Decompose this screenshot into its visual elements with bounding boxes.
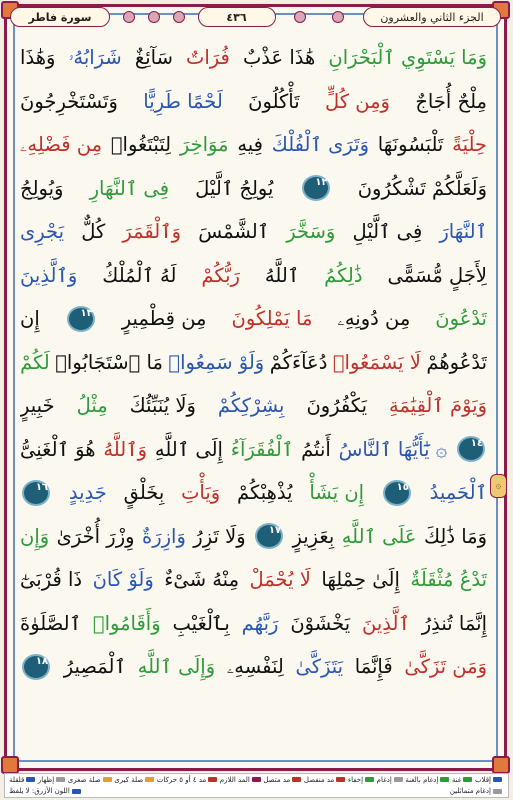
legend-swatch-icon [72, 789, 81, 794]
quran-word-group: يَجْرِى [20, 220, 65, 244]
legend-label: إدغام [376, 775, 392, 784]
quran-word-group: لَهُ ٱلْمُلْكُ [102, 263, 177, 287]
quran-word-group: وَٱللَّهُ [103, 437, 148, 461]
juz-label: الجزء الثاني والعشرون [363, 7, 501, 27]
ayah-number-marker: ١٤ [457, 436, 485, 462]
quran-word-group: إِن يَشَأْ [309, 481, 365, 505]
quran-word-group: تَدْعُ مُثْقَلَةٌ [410, 568, 487, 592]
quran-word-group: ٱللَّهُ [264, 263, 300, 287]
legend-swatch-icon [145, 777, 154, 782]
legend-swatch-icon [26, 777, 35, 782]
quran-word-group: شَرَابُهُۥ [68, 46, 122, 70]
legend-swatch-icon [440, 777, 449, 782]
header-ornaments [276, 11, 364, 23]
quran-word-group: وَتَرَى ٱلْفُلْكَ [271, 133, 369, 157]
quran-word-group: وَسَخَّرَ [286, 220, 336, 244]
quran-word-group: سَآئِغٌ [134, 46, 173, 70]
quran-word-group: جَدِيدٍ [68, 481, 107, 505]
quran-word-group: لِنَفْسِهِۦ [226, 655, 284, 679]
quran-line [20, 428, 487, 472]
quran-word-group: وَلَوْ سَمِعُوا۟ [168, 350, 265, 374]
legend-swatch-icon [336, 777, 345, 782]
quran-word-group: ٱلْفُقَرَآءُ [230, 437, 294, 461]
quran-word-group: دُعَآءَكُمْ [269, 350, 328, 374]
ayah-number-marker: ١٧ [255, 523, 283, 549]
quran-word-group: مِن دُونِهِۦ [337, 307, 411, 331]
quran-word-group: تَلْبَسُونَهَا [377, 133, 444, 157]
legend-swatch-icon [292, 777, 301, 782]
legend-entry [452, 776, 475, 784]
quran-word-group: وَمَن تَزَكَّىٰ [404, 655, 487, 679]
quran-line [20, 558, 487, 602]
legend-label: قلقلة [9, 775, 25, 784]
ayah-number-marker: ١٥ [383, 480, 411, 506]
quran-text-block [20, 36, 487, 736]
quran-word-group: مِلْحٌ أُجَاجٌ [415, 89, 487, 113]
quran-word-group: بِعَزِيزٍ [292, 524, 335, 548]
quran-word-group: مِن قِطْمِيرٍ [121, 307, 207, 331]
quran-word-group: رَبُّكُمْ [201, 263, 240, 287]
quran-word-group: هُوَ ٱلْغَنِىُّ [20, 437, 96, 461]
quran-line [20, 36, 487, 80]
legend-swatch-icon [493, 777, 502, 782]
ayah-number-marker: ١٣ [67, 306, 95, 332]
ayah-number-marker: ١٨ [22, 654, 50, 680]
surah-name-label: سورة فاطر [10, 7, 110, 27]
quran-line [20, 123, 487, 167]
quran-word-group: مِثْلُ [76, 394, 108, 418]
quran-word-group: وَأَقَامُوا۟ [92, 611, 161, 635]
quran-word-group: بِخَلْقٍ [123, 481, 165, 505]
quran-word-group: فَإِنَّمَا [354, 655, 393, 679]
legend-entry [68, 776, 114, 784]
legend-entry [9, 787, 83, 795]
quran-word-group: ذَٰلِكُمُ [324, 263, 363, 287]
quran-word-group: يُذْهِبْكُمْ [237, 481, 293, 505]
legend-entry [450, 787, 504, 795]
quran-word-group: ٱلْحَمِيدُ [429, 481, 487, 505]
quran-line [20, 515, 487, 559]
quran-word-group: تَدْعُوهُمْ [426, 350, 487, 374]
legend-swatch-icon [394, 777, 403, 782]
quran-line [20, 297, 487, 341]
quran-word-group: يُولِجُ ٱلَّيْلَ [195, 176, 274, 200]
quran-word-group: بِشِرْكِكُمْ [217, 394, 285, 418]
quran-word-group: لَحْمًا طَرِيًّا [143, 89, 223, 113]
quran-word-group: وَٱلَّذِينَ [20, 263, 78, 287]
quran-word-group: لِتَبْتَغُوا۟ [110, 133, 172, 157]
quran-word-group: ٱلصَّلَوٰةَ [20, 611, 82, 635]
quran-word-group: بِٱلْغَيْبِ [172, 611, 230, 635]
legend-entry [304, 776, 347, 784]
quran-word-group: فِى ٱلنَّهَارِ [89, 176, 170, 200]
rose-ornament-icon [294, 11, 306, 23]
quran-word-group: ۞ يَٰٓأَيُّهَا ٱلنَّاسُ [338, 437, 448, 461]
legend-entry [114, 776, 156, 784]
quran-word-group: ٱلَّذِينَ [362, 611, 410, 635]
quran-word-group: فِى ٱلَّيْلِ [352, 220, 423, 244]
quran-word-group: وَلَوْ كَانَ [92, 568, 154, 592]
quran-word-group: وَلَعَلَّكُمْ تَشْكُرُونَ [357, 176, 487, 200]
legend-label: غنة [451, 775, 462, 784]
legend-entry [475, 776, 504, 784]
quran-word-group: يَكْفُرُونَ [306, 394, 367, 418]
legend-label: المد اللازم [219, 775, 250, 784]
legend-entry [157, 776, 219, 784]
quran-word-group: ذَا قُرْبَىٰٓ [20, 568, 83, 592]
legend-entry [377, 776, 405, 784]
quran-word-group: فِيهِ [237, 133, 264, 157]
quran-word-group: وَيُولِجُ [20, 176, 64, 200]
legend-entry [348, 776, 376, 784]
quran-word-group: ٱلْمَصِيرُ [63, 655, 126, 679]
legend-label: إظهار [37, 775, 55, 784]
quran-word-group: لَا يُحْمَلْ [249, 568, 311, 592]
quran-word-group: يَتَزَكَّىٰ [295, 655, 344, 679]
quran-word-group: وَمَا ذَٰلِكَ [423, 524, 487, 548]
legend-label: صلة صغرى [67, 775, 101, 784]
quran-line [20, 471, 487, 515]
quran-word-group: رَبَّهُم [241, 611, 279, 635]
quran-word-group: وَيَأْتِ [181, 481, 221, 505]
quran-word-group: إِن [20, 307, 40, 331]
quran-word-group: لَكُمْ [20, 350, 50, 374]
quran-word-group: لَا يَسْمَعُوا۟ [332, 350, 421, 374]
legend-entry [263, 776, 303, 784]
quran-word-group: وَمَا يَسْتَوِي ٱلْبَحْرَانِ [328, 46, 487, 70]
corner-ornament-icon [492, 756, 510, 774]
rose-ornament-icon [148, 11, 160, 23]
quran-word-group: مَا يَمْلِكُونَ [231, 307, 313, 331]
ayah-number-marker: ١٦ [22, 480, 50, 506]
quran-line [20, 341, 487, 385]
quran-word-group: مِنْهُ شَىْءٌ [164, 568, 240, 592]
quran-word-group: وَهَٰذَا [20, 46, 56, 70]
legend-entry [405, 776, 451, 784]
quran-word-group: كُلٌّ [81, 220, 106, 244]
quran-word-group: وَلَا يُنَبِّئُكَ [129, 394, 196, 418]
quran-word-group: إِلَى ٱللَّهِ [154, 437, 223, 461]
legend-label: اللون الأزرق: لا يلفظ [9, 787, 70, 796]
tajweed-legend [4, 773, 509, 798]
quran-word-group: خَبِيرٍ [20, 394, 55, 418]
ayah-number-marker: ١٢ [302, 175, 330, 201]
quran-word-group: فُرَاتٌ [186, 46, 230, 70]
page-number: ٤٣٦ [198, 7, 276, 27]
quran-word-group: حِلْيَةً [452, 133, 487, 157]
legend-entry [38, 776, 67, 784]
rose-ornament-icon [123, 11, 135, 23]
corner-ornament-icon [1, 756, 19, 774]
legend-label: مد ٤ أو ٥ حركات [156, 775, 207, 784]
legend-label: صلة كبرى [114, 775, 144, 784]
legend-label: إدغام متماثلين [449, 787, 491, 796]
legend-label: إخفاء [347, 775, 364, 784]
quran-word-group: عَلَى ٱللَّهِ [341, 524, 417, 548]
quran-word-group: ٱلنَّهَارَ [439, 220, 487, 244]
quran-line [20, 210, 487, 254]
quran-line [20, 645, 487, 689]
quran-word-group: وَٱلْقَمَرَ [122, 220, 182, 244]
quran-word-group: مِن فَضْلِهِۦ [20, 133, 103, 157]
legend-swatch-icon [252, 777, 261, 782]
rose-ornament-icon [332, 11, 344, 23]
legend-swatch-icon [208, 777, 217, 782]
quran-word-group: وَازِرَةٌ [141, 524, 186, 548]
quran-word-group: لِأَجَلٍ مُّسَمًّى [387, 263, 487, 287]
legend-swatch-icon [493, 789, 502, 794]
quran-word-group: وَيَوْمَ ٱلْقِيَٰمَةِ [388, 394, 487, 418]
quran-line [20, 384, 487, 428]
quran-line [20, 602, 487, 646]
quran-line [20, 80, 487, 124]
legend-label: إدغام بالغنة [405, 775, 439, 784]
quran-word-group: أَنتُمُ [301, 437, 331, 461]
legend-label: مد متصل [263, 775, 291, 784]
quran-word-group: هَٰذَا عَذْبٌ [242, 46, 316, 70]
quran-word-group: مَا ٱسْتَجَابُوا۟ [55, 350, 163, 374]
legend-swatch-icon [365, 777, 374, 782]
header-ornaments [110, 11, 198, 23]
legend-entry [220, 776, 263, 784]
quran-line [20, 167, 487, 211]
quran-word-group: وَتَسْتَخْرِجُونَ [20, 89, 118, 113]
quran-word-group: وَلَا تَزِرُ [193, 524, 246, 548]
legend-label: مد منفصل [303, 775, 335, 784]
quran-word-group: وَمِن كُلٍّ [325, 89, 390, 113]
quran-word-group: وِزْرَ أُخْرَىٰ [56, 524, 135, 548]
quran-word-group: إِلَىٰ حِمْلِهَا [321, 568, 400, 592]
quran-word-group: وَإِلَى ٱللَّهِ [137, 655, 216, 679]
legend-label: إقلاب [474, 775, 491, 784]
legend-swatch-icon [103, 777, 112, 782]
page-header [10, 4, 501, 30]
quran-word-group: تَأْكُلُونَ [248, 89, 300, 113]
legend-entry [9, 776, 37, 784]
quran-word-group: ٱلشَّمْسَ [198, 220, 270, 244]
rose-ornament-icon [173, 11, 185, 23]
quran-word-group: وَإِن [20, 524, 50, 548]
quran-line [20, 254, 487, 298]
legend-swatch-icon [56, 777, 65, 782]
quran-word-group: يَخْشَوْنَ [290, 611, 351, 635]
legend-swatch-icon [463, 777, 472, 782]
quran-word-group: مَوَاخِرَ [179, 133, 229, 157]
quran-word-group: إِنَّمَا تُنذِرُ [421, 611, 487, 635]
hizb-marker-icon: ۞ [490, 474, 507, 498]
quran-word-group: تَدْعُونَ [435, 307, 487, 331]
